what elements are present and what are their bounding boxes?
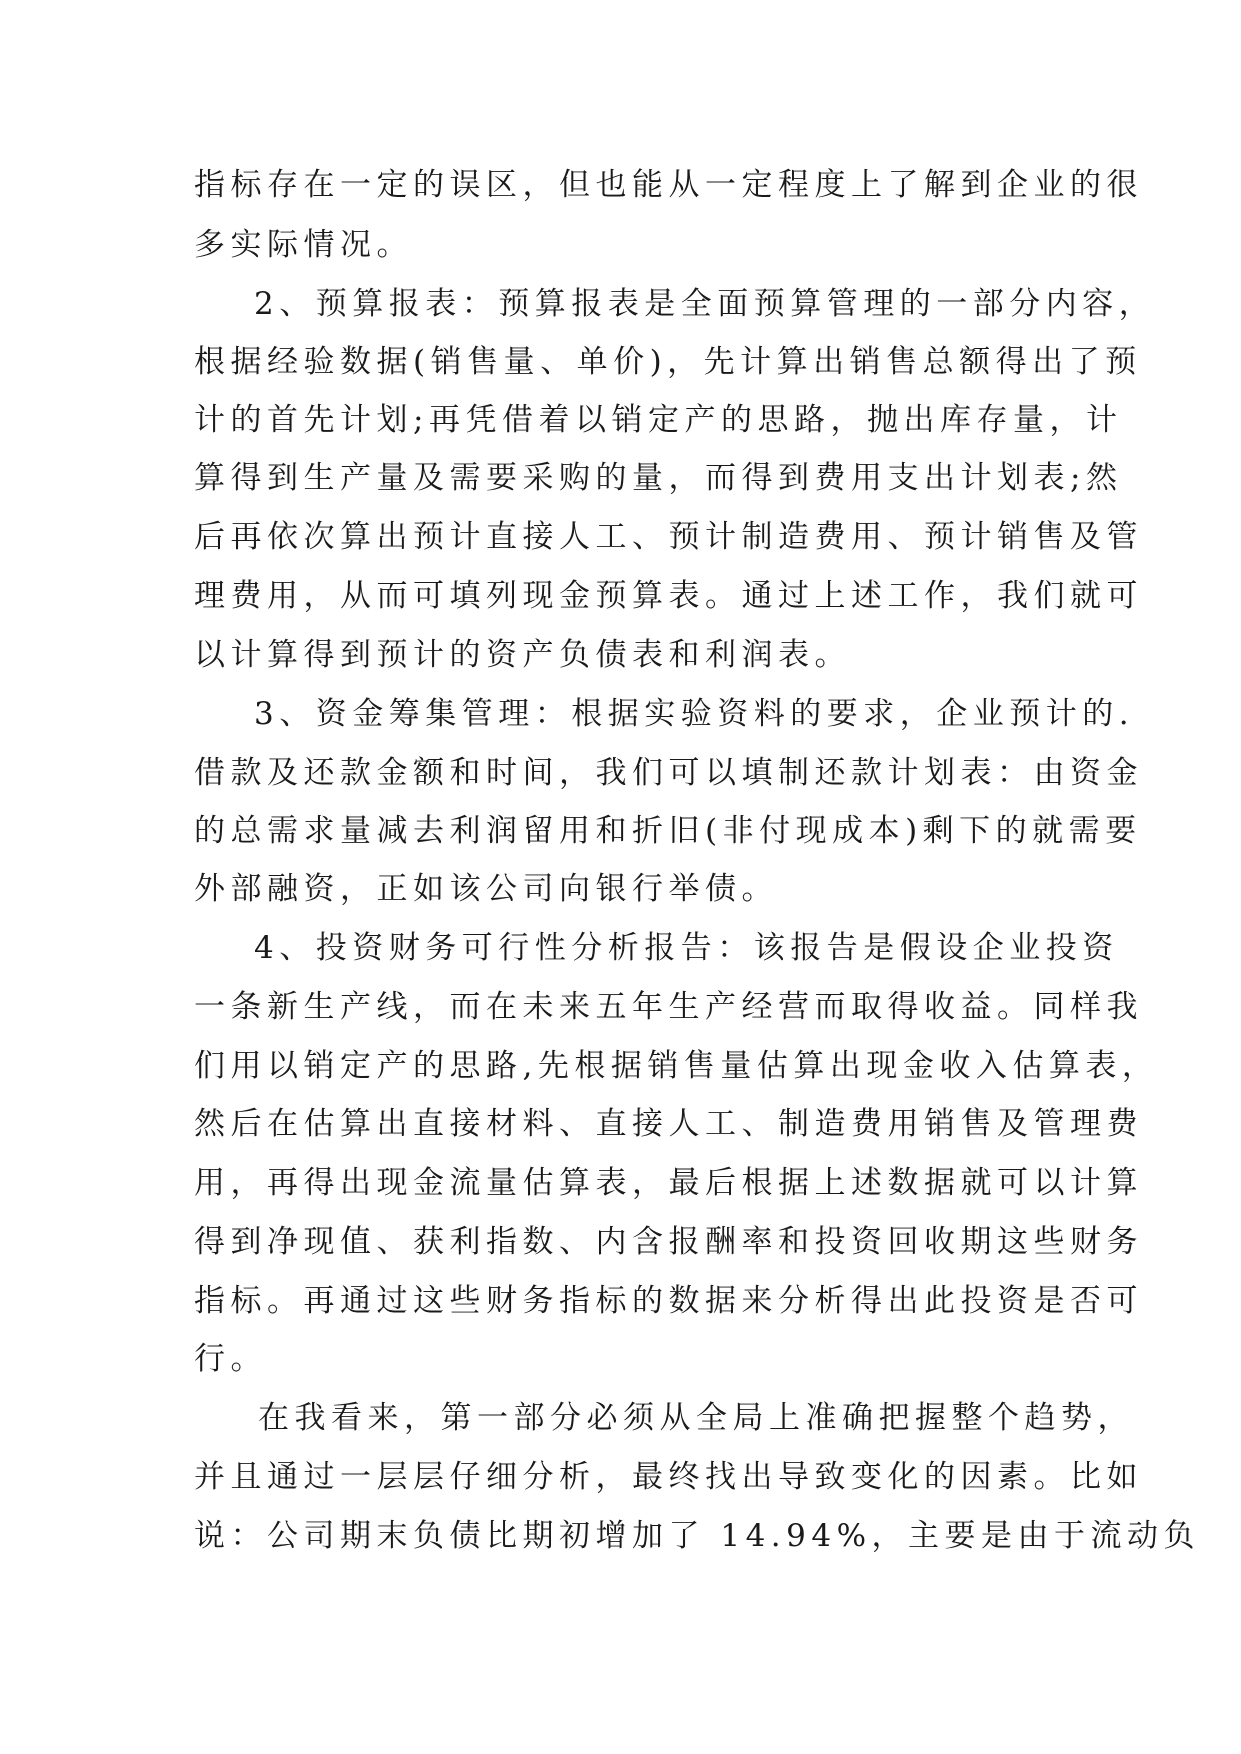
paragraph-3-start: 3、资金筹集管理：根据实验资料的要求，企业预计的. [254,696,1135,732]
text-line: 然后在估算出直接材料、直接人工、制造费用销售及管理费 [194,1106,1143,1142]
paragraph-4-start: 4、投资财务可行性分析报告：该报告是假设企业投资 [254,930,1119,966]
text-line: 以计算得到预计的资产负债表和利润表。 [194,637,851,673]
text-line: 多实际情况。 [194,227,413,263]
text-line: 一条新生产线，而在未来五年生产经营而取得收益。同样我 [194,989,1143,1025]
paragraph-2-start: 2、预算报表：预算报表是全面预算管理的一部分内容， [254,286,1156,322]
text-line: 们用以销定产的思路,先根据销售量估算出现金收入估算表， [194,1048,1159,1084]
text-line: 的总需求量减去利润留用和折旧(非付现成本)剩下的就需要 [194,813,1142,849]
text-line: 理费用，从而可填列现金预算表。通过上述工作，我们就可 [194,578,1143,614]
text-line: 借款及还款金额和时间，我们可以填制还款计划表：由资金 [194,755,1143,791]
text-line: 外部融资，正如该公司向银行举债。 [194,871,778,907]
text-line: 指标存在一定的误区，但也能从一定程度上了解到企业的很 [194,167,1143,203]
paragraph-5-start: 在我看来，第一部分必须从全局上准确把握整个趋势， [258,1400,1134,1436]
text-line: 行。 [194,1341,267,1377]
text-line: 后再依次算出预计直接人工、预计制造费用、预计销售及管 [194,519,1143,555]
text-line: 算得到生产量及需要采购的量，而得到费用支出计划表;然 [194,460,1123,496]
text-line: 计的首先计划;再凭借着以销定产的思路，抛出库存量，计 [194,402,1123,438]
text-line: 根据经验数据(销售量、单价)，先计算出销售总额得出了预 [194,344,1142,380]
text-line: 说：公司期末负债比期初增加了 14.94%，主要是由于流动负 [194,1518,1201,1554]
text-line: 指标。再通过这些财务指标的数据来分析得出此投资是否可 [194,1283,1143,1319]
text-line: 用，再得出现金流量估算表，最后根据上述数据就可以计算 [194,1165,1143,1201]
text-line: 并且通过一层层仔细分析，最终找出导致变化的因素。比如 [194,1459,1143,1495]
text-line: 得到净现值、获利指数、内含报酬率和投资回收期这些财务 [194,1224,1143,1260]
